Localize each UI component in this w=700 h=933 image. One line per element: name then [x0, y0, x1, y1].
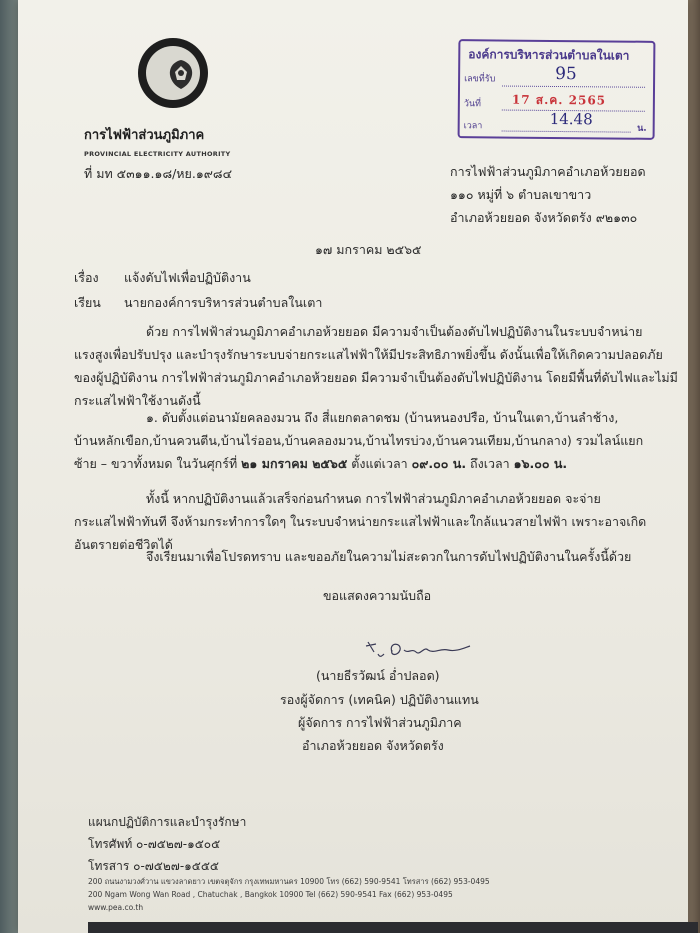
- subject-label: เรื่อง: [74, 270, 99, 285]
- outage-start-time: ๐๙.๐๐ น.: [411, 456, 467, 471]
- letter-date: ๑๗ มกราคม ๒๕๖๕: [315, 242, 422, 257]
- body-line: แรงสูงเพื่อปรับปรุง และบำรุงรักษาระบบจ่ายกระแสไฟฟ้าให้มีประสิทธิภาพยิ่งขึ้น ดังนั้นเพื่อให้เกิดความปลอดภัย: [74, 347, 663, 362]
- outage-date: ๒๑ มกราคม ๒๕๖๕: [241, 456, 348, 471]
- contact-department: แผนกปฏิบัติการและบำรุงรักษา: [88, 815, 247, 829]
- signer-title: ผู้จัดการ การไฟฟ้าส่วนภูมิภาค: [298, 715, 462, 730]
- sender-address-line: การไฟฟ้าส่วนภูมิภาคอำเภอห้วยยอด: [450, 164, 646, 179]
- sender-address-line: ๑๑๐ หมู่ที่ ๖ ตำบลเขาขาว: [450, 187, 592, 202]
- closing-text: ขอแสดงความนับถือ: [323, 588, 432, 603]
- stamp-title: องค์การบริหารส่วนตำบลในเตา: [468, 47, 630, 63]
- body-line: จึงเรียนมาเพื่อโปรดทราบ และขออภัยในความไม่สะดวกในการดับไฟปฏิบัติงานในครั้งนี้ด้วย: [146, 549, 632, 564]
- body-line: กระแสไฟฟ้าใช้งานดังนี้: [74, 393, 201, 408]
- body-line: ทั้งนี้ หากปฏิบัติงานแล้วเสร็จก่อนกำหนด การไฟฟ้าส่วนภูมิภาคอำเภอห้วยยอด จะจ่าย: [146, 491, 601, 506]
- body-line: อันตรายต่อชีวิตได้: [74, 537, 173, 552]
- schedule-prefix: ซ้าย – ขวาทั้งหมด ในวันศุกร์ที่: [74, 456, 242, 471]
- subject-text: แจ้งดับไฟเพื่อปฏิบัติงาน: [124, 270, 251, 285]
- body-line: ๑. ดับตั้งแต่อนามัยคลองมวน ถึง สี่แยกตลาดชม (บ้านหนองปรือ, บ้านในเตา,บ้านลำช้าง,: [146, 410, 619, 425]
- body-line: ของผู้ปฏิบัติงาน การไฟฟ้าส่วนภูมิภาคอำเภอห้วยยอด มีความจำเป็นต้องดับไฟปฏิบัติงาน โดยมีพื้นที่ดับไฟและไม่มี: [74, 370, 678, 385]
- stamp-rule: [502, 131, 631, 133]
- footer-address-th: 200 ถนนงามวงศ์วาน แขวงลาดยาว เขตจตุจักร กรุงเทพมหานคร 10900 โทร (662) 590-9541 โทรสาร (662) 953-0495: [88, 877, 490, 886]
- signer-title: รองผู้จัดการ (เทคนิค) ปฏิบัติงานแทน: [280, 692, 479, 707]
- outage-end-time: ๑๖.๐๐ น.: [513, 456, 568, 471]
- stamp-receipt-value: 95: [555, 63, 577, 85]
- signer-name: (นายธีรวัฒน์ อ่ำปลอด): [316, 668, 440, 683]
- stamp-unit: น.: [637, 123, 647, 134]
- stamp-date-label: วันที่: [463, 99, 482, 110]
- bottom-decor-strip: [88, 922, 698, 933]
- body-paragraph-1: [74, 320, 678, 412]
- pea-emblem-icon: [138, 38, 208, 108]
- contact-phone: โทรศัพท์ ๐-๗๕๒๗-๑๕๐๕: [88, 837, 221, 851]
- signer-title: อำเภอห้วยยอด จังหวัดตรัง: [302, 738, 444, 753]
- schedule-mid2: ถึงเวลา: [466, 456, 514, 471]
- body-line: กระแสไฟฟ้าทันที จึงห้ามกระทำการใดๆ ในระบบจำหน่ายกระแสไฟฟ้าและใกล้แนวสายไฟฟ้า เพราะอาจเกิด: [74, 514, 647, 529]
- signature-scribble: [364, 636, 474, 662]
- footer-address-en: 200 Ngam Wong Wan Road , Chatuchak , Bangkok 10900 Tel (662) 590-9541 Fax (662) 953-0495: [88, 890, 453, 899]
- body-line: ด้วย การไฟฟ้าส่วนภูมิภาคอำเภอห้วยยอด มีความจำเป็นต้องดับไฟปฏิบัติงานในระบบจำหน่าย: [146, 324, 643, 339]
- body-line: บ้านหลักเขือก,บ้านควนตีน,บ้านไร่ออน,บ้านคลองมวน,บ้านไทรบ่วง,บ้านควนเทียม,บ้านกลาง) รวมไลน์แยก: [74, 433, 644, 448]
- letter-paper: [18, 0, 688, 933]
- body-line-schedule: [74, 452, 643, 475]
- org-name-en: PROVINCIAL ELECTRICITY AUTHORITY: [84, 150, 231, 158]
- background-right-edge: [686, 0, 700, 933]
- stamp-time-value: 14.48: [549, 109, 593, 129]
- contact-fax: โทรสาร ๐-๗๕๒๗-๑๕๕๕: [88, 859, 220, 873]
- recipient-text: นายกองค์การบริหารส่วนตำบลในเตา: [124, 295, 323, 310]
- org-name-th: การไฟฟ้าส่วนภูมิภาค: [84, 128, 205, 143]
- footer-website: www.pea.co.th: [88, 903, 144, 912]
- receipt-stamp: [458, 39, 656, 140]
- sender-address-line: อำเภอห้วยยอด จังหวัดตรัง ๙๒๑๓๐: [450, 210, 638, 225]
- stamp-time-label: เวลา: [463, 121, 483, 132]
- stamp-date-value: 17 ส.ค. 2565: [511, 92, 607, 108]
- stamp-receipt-label: เลขที่รับ: [464, 74, 496, 85]
- recipient-label: เรียน: [74, 295, 101, 310]
- schedule-mid: ตั้งแต่เวลา: [347, 456, 412, 471]
- body-paragraph-2: [74, 406, 643, 475]
- stamp-rule: [502, 86, 645, 88]
- reference-number: ที่ มท ๕๓๑๑.๑๘/หย.๑๙๘๔: [84, 166, 233, 181]
- body-paragraph-4: [74, 545, 631, 568]
